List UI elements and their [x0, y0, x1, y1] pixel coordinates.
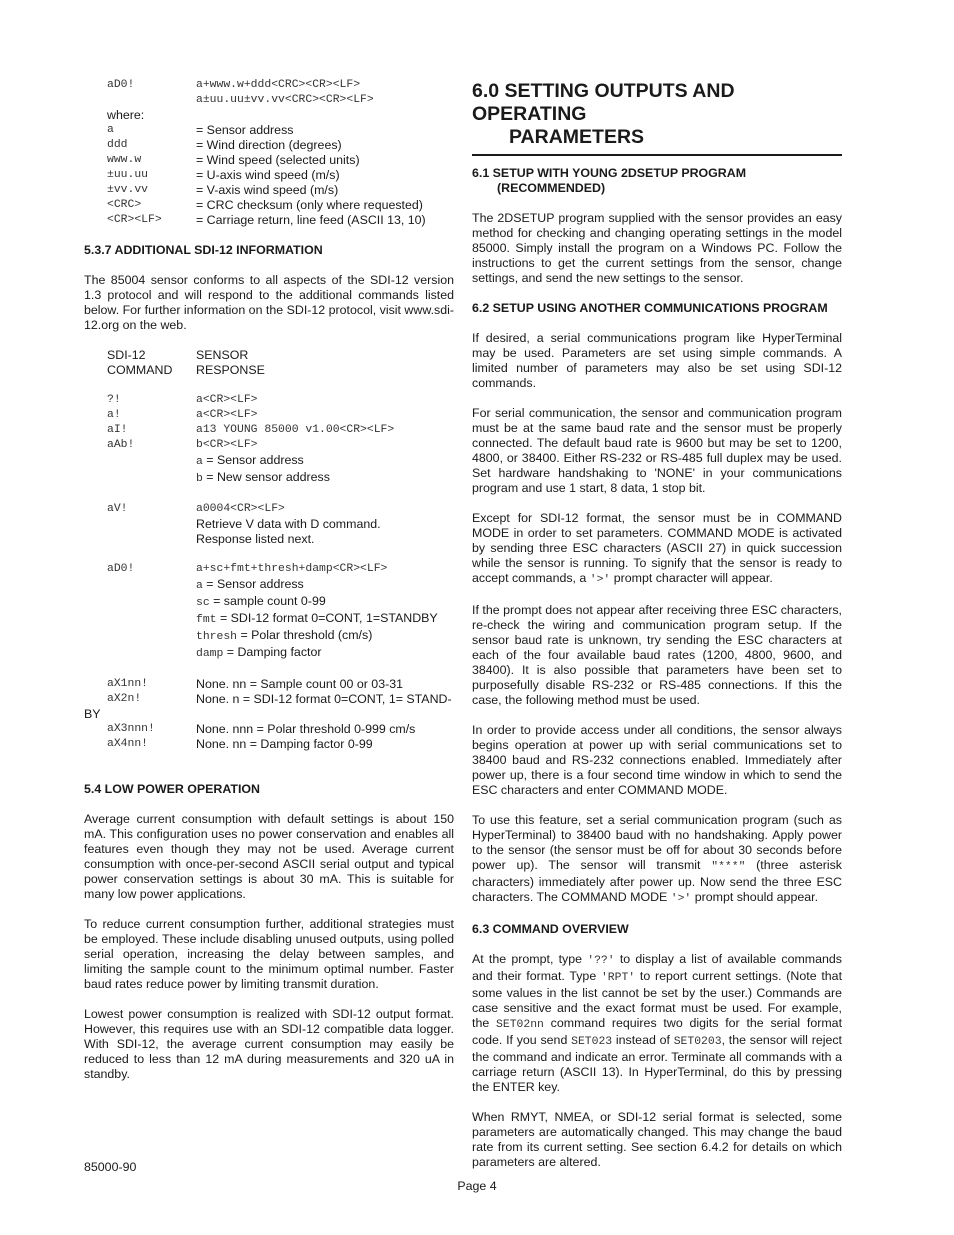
field-desc: = New sensor address	[202, 470, 330, 484]
definition-desc: = Sensor address	[196, 123, 294, 137]
inline-code: '>'	[670, 893, 692, 905]
paragraph: Average current consumption with default settings is about 150 mA. This configuration uses no power conservation and enables all features even though they may not be used. Average current consumption with once-per-second ASCII serial output and typical power conservation settings is about 30 mA. This is suitable for many low power applications.	[84, 812, 454, 901]
table-row	[107, 737, 454, 752]
ad0-command-row-2	[84, 93, 454, 108]
definition-desc: = Carriage return, line feed (ASCII 13, 10)	[196, 213, 426, 227]
definition-code: ±vv.vv	[107, 184, 149, 196]
text-run: command requires two digits for the serial format code. If you send	[472, 1016, 843, 1047]
text-run: to display a list of available commands and their format. Type	[472, 952, 842, 983]
table-row	[107, 517, 454, 532]
table-header	[107, 348, 454, 363]
response-note: Response listed next.	[196, 532, 315, 546]
command-code: aD0!	[107, 563, 135, 575]
inline-code: SET023	[571, 1036, 613, 1048]
definition-code: <CRC>	[107, 199, 142, 211]
paragraph	[472, 511, 842, 588]
sdi12-command-table	[84, 348, 454, 707]
command-response: a+sc+fmt+thresh+damp<CR><LF>	[196, 563, 388, 575]
field-desc: = Sensor address	[202, 453, 304, 467]
left-column	[84, 78, 454, 1082]
command-code: aI!	[107, 424, 128, 436]
inline-code: 'RPT'	[600, 972, 636, 984]
table-row	[107, 423, 454, 438]
paragraph: If desired, a serial communications program like HyperTerminal may be used. Parameters are set using simple commands. A limited number of parameters may also be set using SDI-12 commands.	[472, 331, 842, 390]
command-response: a<CR><LF>	[196, 394, 258, 406]
definition-desc: = Wind speed (selected units)	[196, 153, 360, 167]
command-response: None. nn = Damping factor 0-99	[196, 737, 373, 751]
right-column	[472, 78, 842, 1170]
command-response: None. nn = Sample count 00 or 03-31	[196, 677, 403, 691]
table-row	[107, 562, 454, 577]
section-title-6-0	[472, 80, 842, 149]
command-response: a±uu.uu±vv.vv<CRC><CR><LF>	[196, 94, 374, 106]
column-header: SDI-12	[107, 348, 146, 362]
inline-code: '>'	[589, 574, 611, 586]
field-desc: = Damping factor	[223, 645, 322, 659]
table-row	[107, 692, 454, 707]
command-code: ?!	[107, 394, 121, 406]
command-code: aV!	[107, 503, 128, 515]
response-note: Retrieve V data with D command.	[196, 517, 381, 531]
definition-row	[107, 138, 454, 153]
field-code: damp	[196, 648, 224, 660]
section-heading-6-3: 6.3 COMMAND OVERVIEW	[472, 922, 629, 936]
field-code: thresh	[196, 631, 238, 643]
command-code: aX4nn!	[107, 738, 149, 750]
paragraph: If the prompt does not appear after receiving three ESC characters, re-check the wiring and communication program setup. If the sensor baud rate is unknown, try sending the ESC characters at each of the four available baud rates (1200, 4800, 9600, and 38400). It is also possible that parameters have been set to purposefully disable RS-232 or RS-485 connections. If this the case, the following method must be used.	[472, 603, 842, 707]
table-row	[107, 470, 454, 487]
section-heading-5-3-7: 5.3.7 ADDITIONAL SDI-12 INFORMATION	[84, 243, 323, 257]
field-code: fmt	[196, 614, 217, 626]
heading-line: 6.1 SETUP WITH YOUNG 2DSETUP PROGRAM	[472, 166, 747, 180]
definition-code: a	[107, 124, 114, 136]
ad0-command-row	[84, 78, 454, 93]
table-header	[107, 363, 454, 378]
table-row	[107, 577, 454, 594]
table-row	[107, 628, 454, 645]
document-id: 85000-90	[84, 1160, 137, 1174]
table-row	[107, 645, 454, 662]
definition-desc: = CRC checksum (only where requested)	[196, 198, 423, 212]
table-row	[107, 594, 454, 611]
command-response: None. n = SDI-12 format 0=CONT, 1= STAND-	[196, 692, 452, 706]
field-desc: = sample count 0-99	[209, 594, 326, 608]
definition-code: ±uu.uu	[107, 169, 149, 181]
title-line: PARAMETERS	[509, 126, 645, 148]
text-run: At the prompt, type	[472, 952, 588, 966]
column-header: RESPONSE	[196, 363, 265, 377]
definition-row	[107, 183, 454, 198]
command-response: b<CR><LF>	[196, 439, 258, 451]
definition-row	[107, 123, 454, 138]
wrapped-text: BY	[84, 707, 101, 721]
inline-code: SET0203	[673, 1036, 722, 1048]
table-row	[107, 408, 454, 423]
table-row	[107, 393, 454, 408]
field-desc: = Sensor address	[202, 577, 304, 591]
paragraph: For serial communication, the sensor and communication program must be at the same baud rate and the sensor must be properly connected. The default baud rate is 9600 but may be set to 1200, 4800, or 38400. Either RS-232 or RS-485 full duplex may be used. Set hardware handshaking to 'NONE' in your communications program and use 1 start, 8 data, 1 stop bit.	[472, 406, 842, 495]
paragraph: In order to provide access under all conditions, the sensor always begins operation at power up with serial communications set to 38400 baud and RS-232 connections enabled. Immediately after power up, there is a four second time window in which to send the ESC characters and enter COMMAND MODE.	[472, 723, 842, 797]
field-code: a	[196, 580, 203, 592]
paragraph: Lowest power consumption is realized with SDI-12 output format. However, this requires use with an SDI-12 compatible data logger. With SDI-12, the average current consumption may easily be reduced to less than 12 mA during measurements and 320 uA in standby.	[84, 1007, 454, 1081]
heading-line: (RECOMMENDED)	[497, 181, 606, 195]
table-row	[107, 438, 454, 453]
command-code: aX2n!	[107, 693, 142, 705]
table-row	[107, 722, 454, 737]
command-code: a!	[107, 409, 121, 421]
title-line: 6.0 SETTING OUTPUTS AND OPERATING	[472, 80, 735, 125]
column-header: SENSOR	[196, 348, 249, 362]
definition-row	[107, 198, 454, 213]
definition-row	[107, 153, 454, 168]
text-run: prompt should appear.	[691, 890, 819, 904]
text-run: (three asterisk characters) immediately after power up. Now send the three ESC characters. The COMMAND MODE	[472, 858, 842, 904]
table-row	[107, 677, 454, 692]
paragraph	[472, 952, 842, 1095]
where-label: where:	[107, 108, 145, 122]
field-desc: = Polar threshold (cm/s)	[237, 628, 373, 642]
definition-desc: = Wind direction (degrees)	[196, 138, 342, 152]
text-run: prompt character will appear.	[610, 571, 773, 585]
command-response: None. nnn = Polar threshold 0-999 cm/s	[196, 722, 416, 736]
column-header: COMMAND	[107, 363, 173, 377]
text-run: Except for SDI-12 format, the sensor must be in COMMAND MODE in order to set parameters. COMMAND MODE is activated by sending three ESC characters (ASCII 27) in quick succession while the sensor is running. To signify that the sensor is ready to accept commands, a	[472, 511, 842, 585]
field-code: b	[196, 473, 203, 485]
table-row	[107, 453, 454, 470]
table-row	[107, 532, 454, 547]
field-desc: = SDI-12 format 0=CONT, 1=STANDBY	[216, 611, 438, 625]
table-row	[107, 502, 454, 517]
table-row	[107, 611, 454, 628]
paragraph	[472, 813, 842, 907]
inline-code: SET02nn	[496, 1019, 544, 1031]
text-run: to report current settings. (Note that some values in the list cannot be set by the user.) Commands are case sensitive and the exact format must be used. For example, the	[472, 969, 843, 1030]
paragraph: The 85004 sensor conforms to all aspects of the SDI-12 version 1.3 protocol and will respond to the additional commands listed below. For further information on the SDI-12 protocol, visit www.sdi-12.org on the web.	[84, 273, 454, 332]
definition-code: <CR><LF>	[107, 214, 162, 226]
inline-code: '??'	[587, 955, 615, 967]
command-code: aX1nn!	[107, 678, 149, 690]
text-run: instead of	[612, 1033, 674, 1047]
field-code: sc	[196, 597, 210, 609]
paragraph: The 2DSETUP program supplied with the sensor provides an easy method for checking and changing operating settings in the model 85000. Simply install the program on a Windows PC. Follow the instructions to get the current settings from the sensor, change settings, and send the new settings to the sensor.	[472, 211, 842, 285]
section-heading-5-4: 5.4 LOW POWER OPERATION	[84, 782, 261, 796]
paragraph: When RMYT, NMEA, or SDI-12 serial format is selected, some parameters are automatically changed. This may change the baud rate from its current setting. See section 6.4.2 for details on which parameters are altered.	[472, 1110, 842, 1169]
section-heading-6-1	[472, 166, 842, 196]
definition-row	[107, 213, 454, 228]
command-response: a0004<CR><LF>	[196, 503, 285, 515]
definition-desc: = V-axis wind speed (m/s)	[196, 183, 339, 197]
command-response: a<CR><LF>	[196, 409, 258, 421]
command-response: a+www.w+ddd<CRC><CR><LF>	[196, 79, 361, 91]
page-number: Page 4	[457, 1179, 497, 1193]
text-run: To use this feature, set a serial communication program (such as HyperTerminal) to 38400 baud with no handshaking. Apply power to the sensor (the sensor must be off for about 30 seconds before power up). The sensor will transmit	[472, 813, 842, 872]
definition-row	[107, 168, 454, 183]
command-response: a13 YOUNG 85000 v1.00<CR><LF>	[196, 424, 395, 436]
text-run: , the sensor will reject the command and indicate an error. Terminate all commands with a carriage return (ASCII 13). In HyperTerminal, do this by pressing the ENTER key.	[472, 1033, 843, 1094]
command-code: aAb!	[107, 439, 135, 451]
section-heading-6-2: 6.2 SETUP USING ANOTHER COMMUNICATIONS PROGRAM	[472, 301, 828, 315]
field-code: a	[196, 456, 203, 468]
definition-code: ddd	[107, 139, 128, 151]
definition-list	[84, 123, 454, 228]
command-code: aX3nnn!	[107, 723, 155, 735]
command-code: aD0!	[107, 79, 135, 91]
paragraph: To reduce current consumption further, additional strategies must be employed. These include disabling unused outputs, using polled serial operation, increasing the delay between samples, and limiting the sample count to the minimum optimal number. Faster baud rates reduce power by limiting transmit duration.	[84, 917, 454, 991]
inline-code: "***"	[711, 861, 746, 873]
definition-desc: = U-axis wind speed (m/s)	[196, 168, 340, 182]
sdi12-command-table-cont	[84, 722, 454, 752]
definition-code: www.w	[107, 154, 142, 166]
